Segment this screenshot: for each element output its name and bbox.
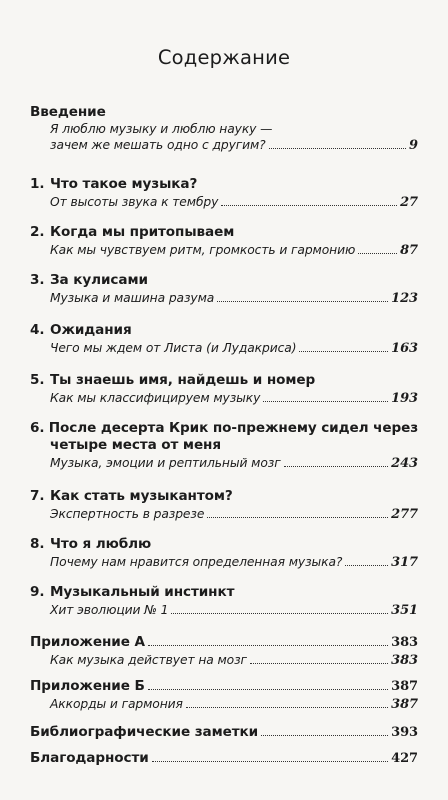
page-number: 9	[409, 138, 418, 153]
toc-subtitle: От высоты звука к тембру	[50, 195, 219, 209]
toc-subtitle: Экспертность в разрезе	[50, 507, 205, 521]
toc-entry-chapter-8	[30, 536, 418, 570]
leader-dots	[148, 689, 388, 690]
chapter-number: 9.	[30, 584, 45, 600]
toc-subtitle: Я люблю музыку и люблю науку —	[50, 122, 273, 136]
toc-entry-chapter-6	[30, 420, 418, 471]
leader-dots	[148, 645, 388, 646]
toc-heading: За кулисами	[50, 272, 148, 288]
chapter-number: 2.	[30, 224, 45, 240]
toc-entry-chapter-3	[30, 272, 418, 306]
page-number: 387	[391, 697, 418, 712]
toc-entry-chapter-7	[30, 488, 418, 522]
page-number: 87	[400, 243, 418, 258]
toc-heading: Музыкальный инстинкт	[50, 584, 235, 600]
page-number: 383	[391, 635, 418, 650]
toc-subtitle: Чего мы ждем от Листа (и Лудакриса)	[50, 341, 297, 355]
toc-heading: Приложение А	[30, 634, 145, 650]
page-number: 317	[391, 555, 418, 570]
toc-entry-chapter-9	[30, 584, 418, 618]
leader-dots	[345, 565, 388, 566]
page-number: 387	[391, 679, 418, 694]
toc-heading: Благодарности	[30, 750, 149, 766]
toc-entry-appendix-b	[30, 678, 418, 712]
toc-heading: Ожидания	[50, 322, 132, 338]
toc-heading: После десерта Крик по-прежнему сидел через	[48, 420, 418, 436]
page-number: 27	[400, 195, 418, 210]
toc-subtitle: Как мы чувствуем ритм, громкость и гармонию	[50, 243, 356, 257]
page-number: 351	[391, 603, 418, 618]
page-number: 243	[391, 456, 418, 471]
toc-heading: Что я люблю	[50, 536, 152, 552]
page-number: 393	[391, 725, 418, 740]
leader-dots	[186, 707, 388, 708]
toc-subtitle: Музыка и машина разума	[50, 291, 215, 305]
toc-heading: Когда мы притопываем	[50, 224, 235, 240]
toc-entry-acknowledgements	[30, 750, 418, 766]
chapter-number: 6.	[30, 420, 45, 436]
leader-dots	[221, 205, 397, 206]
page-number: 427	[391, 751, 418, 766]
toc-heading: Введение	[30, 104, 106, 120]
chapter-number: 7.	[30, 488, 45, 504]
leader-dots	[250, 663, 388, 664]
leader-dots	[207, 517, 388, 518]
toc-subtitle: зачем же мешать одно с другим?	[50, 138, 266, 152]
leader-dots	[171, 613, 388, 614]
leader-dots	[284, 466, 389, 467]
chapter-number: 5.	[30, 372, 45, 388]
toc-heading: Приложение Б	[30, 678, 145, 694]
chapter-number: 4.	[30, 322, 45, 338]
leader-dots	[152, 761, 388, 762]
page-number: 277	[391, 507, 418, 522]
chapter-number: 1.	[30, 176, 45, 192]
toc-heading-continued: четыре места от меня	[50, 437, 221, 453]
toc-subtitle: Музыка, эмоции и рептильный мозг	[50, 456, 281, 470]
leader-dots	[217, 301, 388, 302]
toc-heading: Как стать музыкантом?	[50, 488, 233, 504]
toc-subtitle: Хит эволюции № 1	[50, 603, 169, 617]
toc-heading: Библиографические заметки	[30, 724, 259, 740]
toc-entry-chapter-5	[30, 372, 418, 406]
toc-heading: Что такое музыка?	[50, 176, 198, 192]
leader-dots	[263, 401, 388, 402]
toc-entry-chapter-2	[30, 224, 418, 258]
toc-entry-introduction	[30, 104, 418, 153]
toc-subtitle: Аккорды и гармония	[50, 697, 183, 711]
chapter-number: 8.	[30, 536, 45, 552]
leader-dots	[299, 351, 388, 352]
toc-subtitle: Как мы классифицируем музыку	[50, 391, 261, 405]
toc-entry-bibliography	[30, 724, 418, 740]
toc-entry-chapter-1	[30, 176, 418, 210]
page-number: 163	[391, 341, 418, 356]
toc-heading: Ты знаешь имя, найдешь и номер	[50, 372, 316, 388]
leader-dots	[261, 735, 388, 736]
leader-dots	[358, 253, 397, 254]
page-number: 123	[391, 291, 418, 306]
page-number: 193	[391, 391, 418, 406]
page-title: Содержание	[157, 46, 291, 69]
page-number: 383	[391, 653, 418, 668]
toc-subtitle: Как музыка действует на мозг	[50, 653, 247, 667]
toc-subtitle: Почему нам нравится определенная музыка?	[50, 555, 343, 569]
leader-dots	[269, 148, 406, 149]
toc-entry-appendix-a	[30, 634, 418, 668]
toc-entry-chapter-4	[30, 322, 418, 356]
chapter-number: 3.	[30, 272, 45, 288]
